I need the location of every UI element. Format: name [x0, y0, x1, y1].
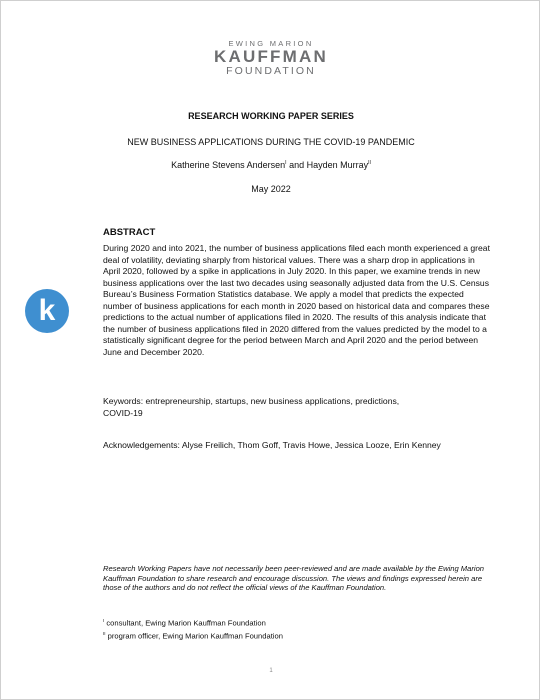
logo-line-2: KAUFFMAN [214, 47, 328, 66]
disclaimer: Research Working Papers have not necessarily been peer-reviewed and are made available by the Ewing Marion Kauffman Foundation to share research and encourage discussion. The views and findings expressed herein are those of the authors and do not reflect the official views of the Kauffman Foundation. [103, 564, 485, 593]
series-title: RESEARCH WORKING PAPER SERIES [188, 111, 354, 121]
publication-date: May 2022 [251, 184, 291, 194]
footnotes [103, 616, 463, 642]
kauffman-k-icon: k [25, 289, 69, 333]
logo-line-1: EWING MARION [228, 39, 314, 48]
footnote-2-text: program officer, Ewing Marion Kauffman Foundation [105, 631, 283, 641]
author-connector: and [286, 160, 307, 170]
footnote-2 [103, 629, 463, 642]
footnote-1-text: consultant, Ewing Marion Kauffman Foundation [104, 618, 266, 628]
footnote-2-mark: II [103, 631, 106, 637]
keywords: Keywords: entrepreneurship, startups, new business applications, predictions, COVID-19 [103, 396, 400, 418]
abstract-heading: ABSTRACT [103, 227, 156, 238]
abstract-body: During 2020 and into 2021, the number of business applications filed each month experienced a great deal of volatility, deviating sharply from historical values. There was a sharp drop in applications in April 2020, followed by a spike in applications in July 2020. In this paper, we examine trends in new business applications over the last two decades using seasonally adjusted data from the U.S. Census Bureau’s Business Formation Statistics database. We apply a model that predicts the expected number of business applications for each month in 2020 based on historical data and compares these predictions to the actual number of applications filed in 2020. The results of this analysis indicate that the number of business applications filed in 2020 differed from the values predicted by the model to a statistically significant degree for the period between March and April 2020 and the period between June and December 2020. [103, 243, 490, 357]
paper-title: NEW BUSINESS APPLICATIONS DURING THE COVID-19 PANDEMIC [127, 137, 415, 147]
author-2: Hayden Murray [306, 160, 369, 170]
author-2-footnote-mark: II [368, 160, 371, 166]
kauffman-foundation-logo [1, 39, 540, 77]
footnote-1 [103, 616, 463, 629]
page-number: 1 [269, 668, 273, 674]
footnote-1-mark: I [103, 618, 105, 623]
author-1-footnote-mark: I [285, 160, 287, 166]
author-1: Katherine Stevens Andersen [171, 160, 286, 170]
acknowledgements: Acknowledgements: Alyse Freilich, Thom Goff, Travis Howe, Jessica Looze, Erin Kenney [103, 440, 441, 450]
logo-line-3: FOUNDATION [226, 65, 316, 77]
author-line [1, 160, 540, 170]
